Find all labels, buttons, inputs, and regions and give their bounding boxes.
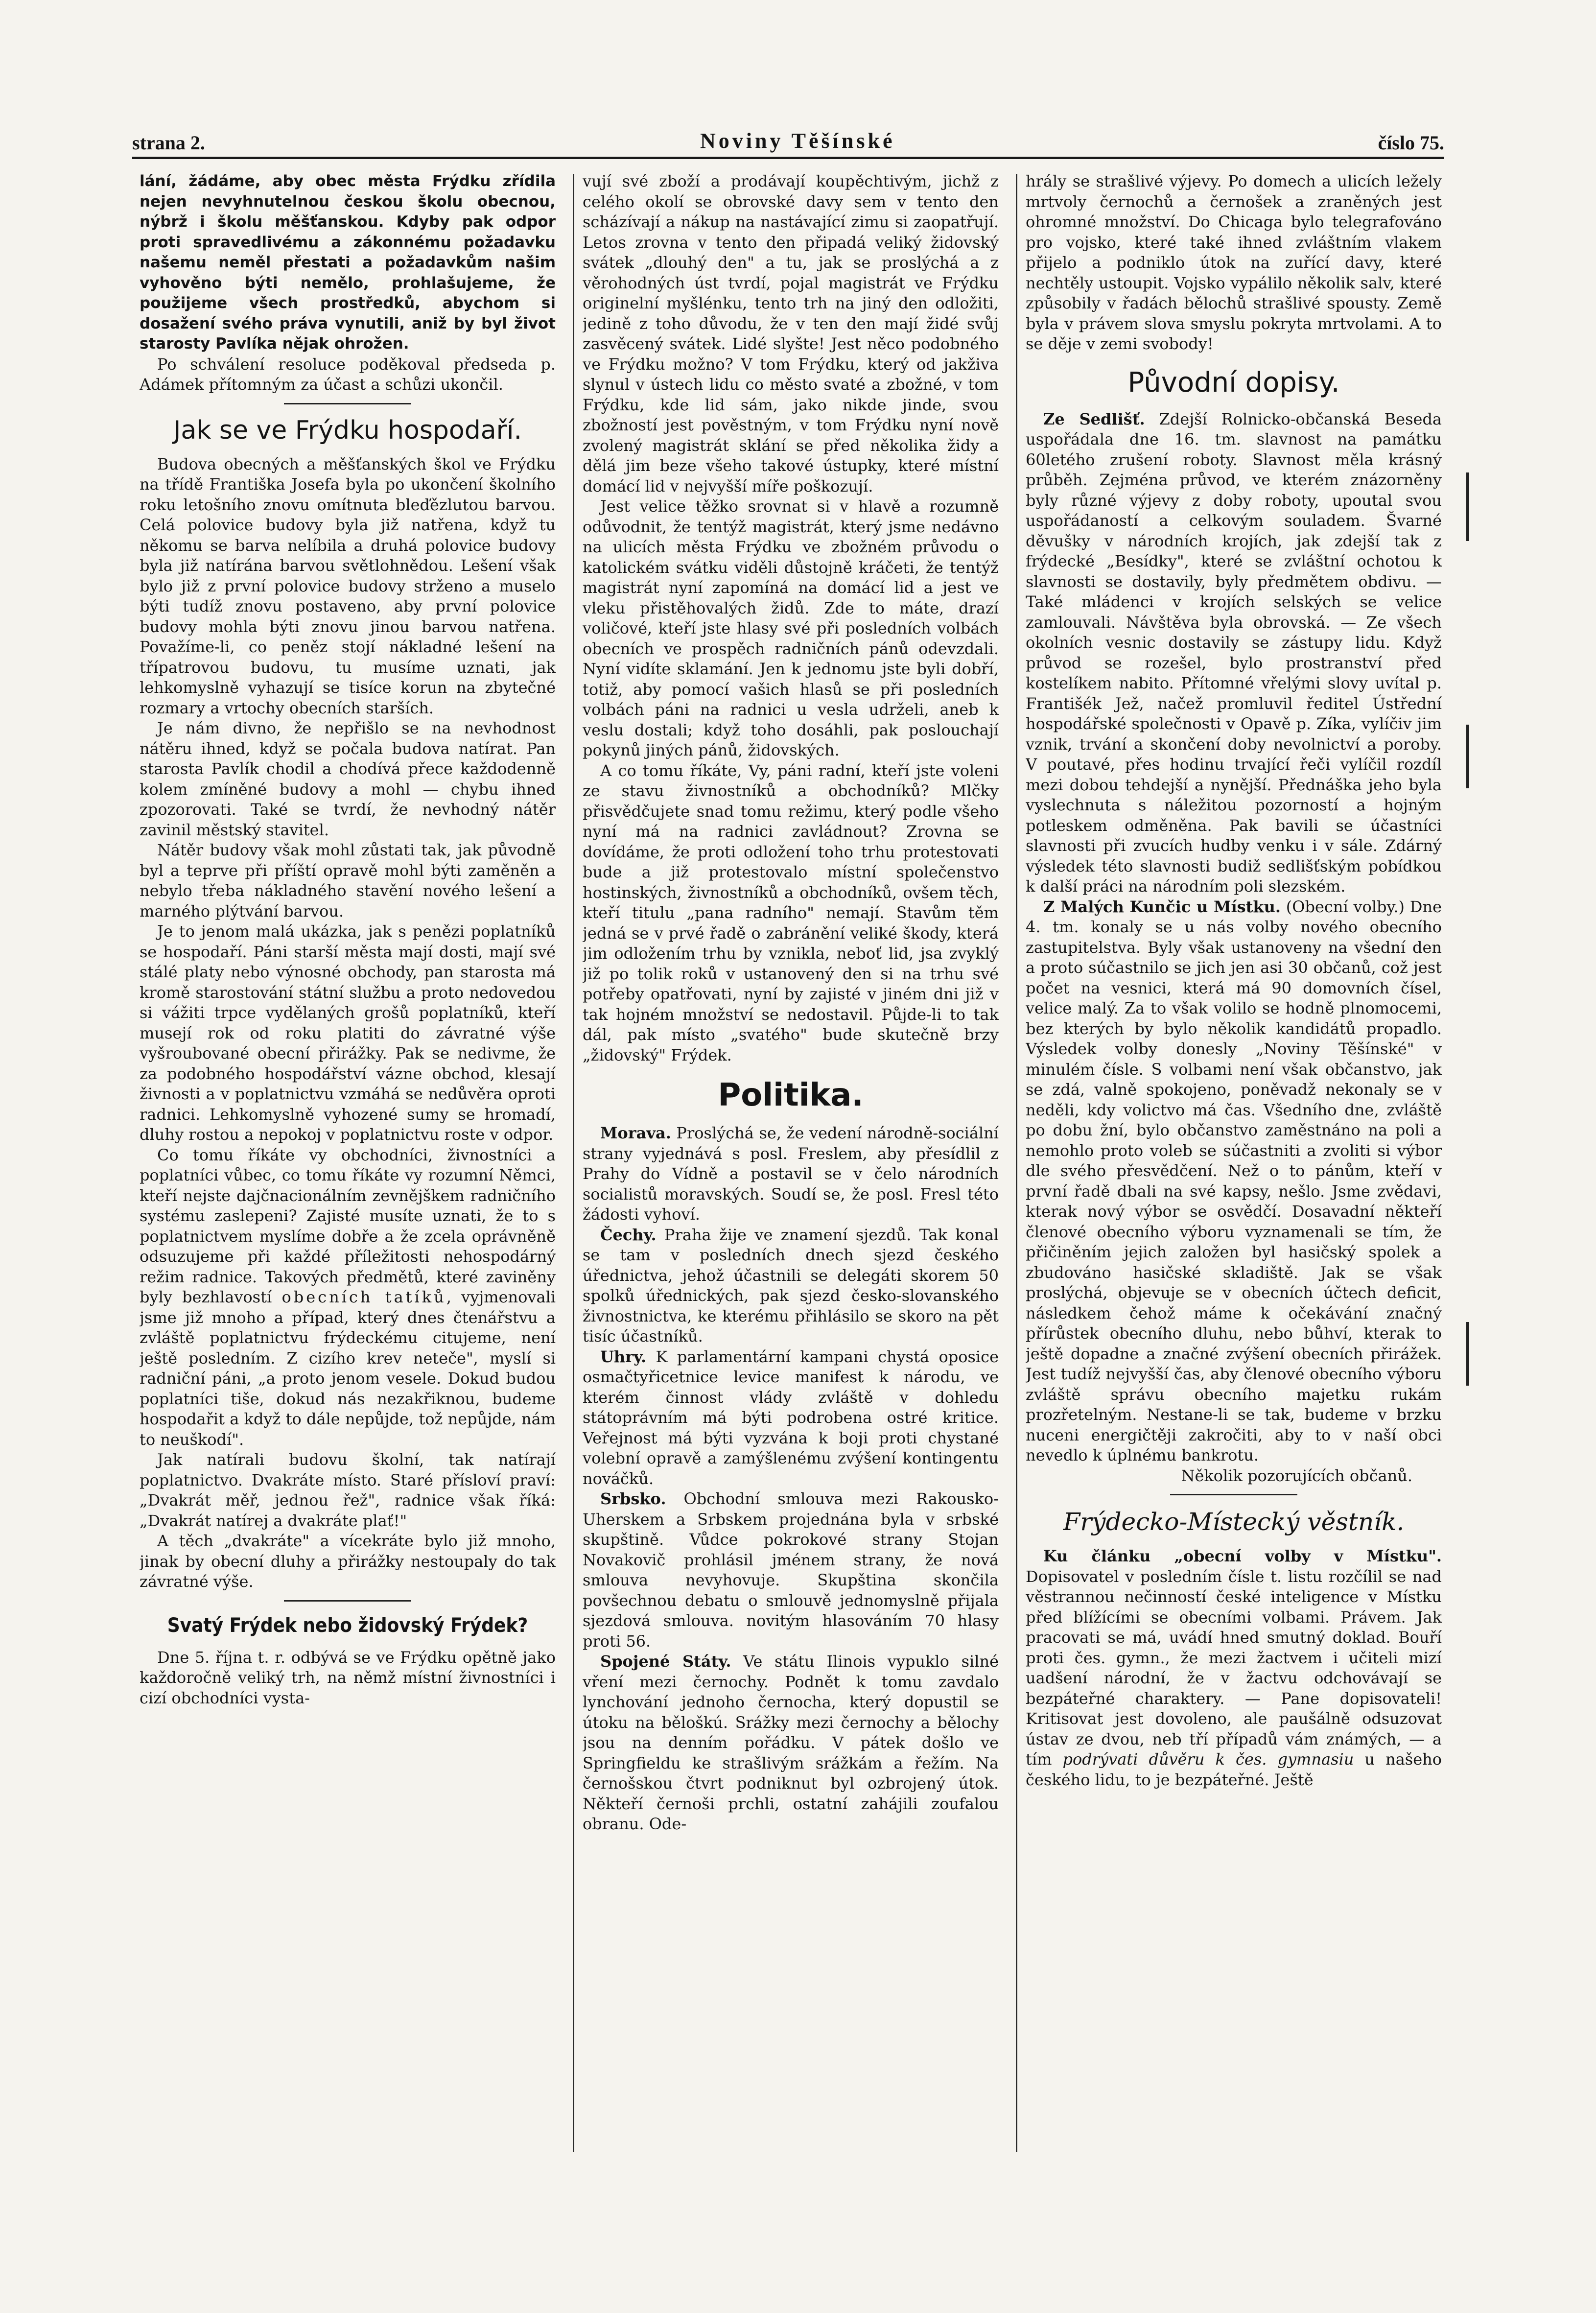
paragraph: A co tomu říkáte, Vy, páni radní, kteří jste voleni ze stavu živnostníků a obchodníků? Mlčky přisvědčujete snad tomu režimu, který podle všeho nyní má na radnici zavládnout? Zrovna se dovídáme, že proti odložení toho trhu protestovati bude a již protestovalo místní společenstvo hostinských, živnostníků a obchodníků, ovšem těch, kteří titulu „pana radního" nemají. Stavům těm jedná se v prvé řadě o zabránění veliké škody, která jim odložením trhu by vznikla, neboť lid, jsa zvyklý již po tolik roků v ustanovený den si na trhu své potřeby opatřovati, nyní by zajisté v jiném dni již v tak hojném množství se nedostavil. Půjde-li to tak dál, pak místo „svatého" bude skutečně brzy „židovský" Frýdek. [583, 761, 999, 1064]
lead-word: Spojené Státy. [600, 1652, 731, 1671]
italic-text: podrývati důvěru k čes. gymnasiu [1062, 1750, 1354, 1769]
divider [284, 403, 411, 404]
paragraph: vují své zboží a prodávají koupěchtivým, jichž z celého okolí se obrovské davy sem v tento den scházívají a nákup na nastávající zimu si zaopatřují. Letos zrovna v tento den připadá veliký židovský svátek „dlouhý den" a tu, jak se proslýchá a z věrohodných úst tvrdí, pojal magistrát ve Frýdku originelní myšlénku, tento trh na jiný den odložiti, jedině z toho důvodu, že v ten den mají židé svůj zasvěcený svátek. Lidé slyšte! Jest něco podobného ve Frýdku možno? V tom Frýdku, který od jakživa slynul v ústech lidu co město svaté a zbožné, v tom Frýdku, kde lid sám, jako nikde jinde, svou zbožností jest pověstným, v tom Frýdku nyní nově zvolený magistrát sklání se před několika židy a dělá jim beze všeho takové ústupky, které místní domácí lid v nejvyšší míře poškozují. [583, 172, 999, 496]
section-headline-dopisy: Původní dopisy. [1127, 366, 1340, 399]
text-run: Co tomu říkáte vy obchodníci, živnostníci a poplatníci vůbec, co tomu říkáte vy rozumní Němci, kteří nejste dajčnacionálním zevnějškem radničního systému zaslepeni? Zajisté musíte uznati, že to s poplatnictvem myslíme dobře a že zcela oprávněně odsuzujeme při každé příležitosti nehospodárný režim radnice. Takových předmětů, které zaviněny byly bezhlavostí [140, 1145, 556, 1306]
text-run: novitým hlasováním 70 hlasy proti 56. [583, 1611, 999, 1651]
column-2 [583, 171, 999, 2154]
paragraph: Dne 5. října t. r. odbývá se ve Frýdku opětně jako každoročně veliký trh, na němž místní živnostníci i cizí obchodníci vysta- [140, 1648, 556, 1707]
column-1 [140, 171, 556, 2154]
section-headline-politika: Politika. [718, 1077, 864, 1113]
text-run: Proslýchá se, že vedení národně-sociální strany vyjednává s posl. Freslem, aby přesídlil z Prahy do Vídně a postavil se v čelo národních socialistů moravských. Soudí se, že posl. Fresl této žádosti vyhoví. [583, 1124, 999, 1224]
lead-word: Morava. [600, 1124, 671, 1142]
issue-number: číslo 75. [1378, 132, 1444, 154]
article-headline-svaty-frydek: Svatý Frýdek nebo židovský Frýdek? [167, 1614, 528, 1637]
text-run: Obchodní smlouva mezi Rakousko-Uherskem a Srbskem projednána byla v srbské skupštině. Vůdce pokrokové strany Stojan Novakovič prohlásil jménem strany, že nová smlouva nevyhovuje. Skupština skončila povšechnou debatu o smlouvě jednomyslně přijala sjezdová smlouva. [583, 1489, 999, 1630]
paragraph: Jak natírali budovu školní, tak natírají poplatnictvo. Dvakráte místo. Staré přísloví praví: „Dvakrát měř, jednou řež", radnice však říká: „Dvakrát natírej a dvakráte plať!" [140, 1450, 556, 1530]
text-run: u našeho českého lidu, to je bezpáteřné. Ještě [1026, 1750, 1442, 1789]
article-headline-hospodari: Jak se ve Frýdku hospodaří. [173, 415, 522, 445]
text-run: Ve státu Ilinois vypuklo silné vření mezi černochy. Podnět k tomu zavdalo lynchování jednoho černocha, který dopustil se útoku na běloškú. Srážky mezi černochy a bělochy jsou na denním pořádku. V pátek došlo ve Springfieldu ke strašlivým srážkám a řežím. Na černošskou čtvrt podniknut byl ozbrojený útok. Někteří černoši prchli, ostatní zahájili zoufalou obranu. Ode- [583, 1652, 999, 1833]
divider [284, 1600, 411, 1602]
header-rule [132, 157, 1444, 159]
page-number: strana 2. [132, 132, 205, 154]
paragraph: hrály se strašlivé výjevy. Po domech a ulicích ležely mrtvoly černochů a černošek a zraněných jest ohromné množství. Do Chicaga bylo telegrafováno pro vojsko, které také ihned zvláštním vlakem přijelo a podniklo útok na zuřící davy, které nechtěly ustoupit. Vojsko vypálilo několik salv, které způsobily v řadách bělochů strašlivé spousty. Země byla v právem slova smyslu pokryta mrtvolami. A to se děje v zemi svobody! [1026, 172, 1442, 353]
lead-word: Čechy. [600, 1225, 657, 1244]
text-run: Praha žije ve znamení sjezdů. Tak konal se tam v posledních dnech sjezd českého úřednictva, jehož účastnili se delegáti skorem 50 spolků úřednických, pak sjezd česko-slovanského živnostnictva, ke kterému přihlásilo se skoro na pět tisíc účastníků. [583, 1225, 999, 1345]
paragraph: Nátěr budovy však mohl zůstati tak, jak původně byl a teprve při příští opravě mohl býti zaměněn a nebylo třeba nákladného stavění nového lešení a marného plýtvání barvou. [140, 841, 556, 920]
lead-word: Ku článku „obecní volby v Místku". [1043, 1547, 1442, 1565]
margin-mark [1466, 725, 1469, 788]
paragraph: A těch „dvakráte" a vícekráte bylo již mnoho, jinak by obecní dluhy a přirážky nestoupaly do tak závratné výše. [140, 1532, 556, 1591]
paragraph: Je nám divno, že nepřišlo se na nevhodnost nátěru ihned, když se počala budova natírat. Pan starosta Pavlík chodil a chodívá přece každodenně kolem zmíněné budovy a mohl — chybu ihned zpozorovati. Také se tvrdí, že nevhodný nátěr zavinil městský stavitel. [140, 719, 556, 839]
lead-word: Srbsko. [600, 1489, 666, 1508]
paragraph [583, 1652, 999, 1835]
lead-word: Z Malých Kunčic u Místku. [1043, 897, 1281, 916]
paragraph [583, 1489, 999, 1652]
column-rule-1 [573, 174, 574, 2152]
text-run: Dopisovatel v posledním čísle t. listu rozčílil se nad věstrannou nečinností české inteligence v Místku před blížícími se obecními volbami. Právem. Jak pracovati se má, uvádí hned smutný doklad. Bouří proti čes. gymn., že mezi žactvem i učiteli mizí uadšení národní, že v žactvu odchovávají se bezpáteřné charaktery. — Pane dopisovateli! Kritisovat jest dovoleno, ale paušálně odsuzovat ústav ze dvou, neb tří případů vám známých, — a tím [1026, 1567, 1442, 1769]
divider [1170, 1494, 1297, 1495]
text-run: , vyjmenovali jsme již mnoho a případ, který dnes čtenářstvu a zvláště poplatnictvu frýdeckému citujeme, není ještě posledním. Z cizího krev neteče", myslí si radniční páni, „a proto jenom vesele. Dokud budou poplatníci tiše, dokud nás nezakřiknou, budeme hospodařit a když to dále nepůjde, tož nepůjde, nám to neuškodí". [140, 1288, 556, 1449]
paragraph: Je to jenom malá ukázka, jak s penězi poplatníků se hospodaří. Páni starší města mají dosti, mají své stálé platy nebo výnosné obchody, pan starosta má kromě starostování státní službu a proto nedovedou si vážiti trpce vydělaných grošů poplatníků, kteří musejí rok od roku platiti do závratné výše vyšroubované obecní přirážky. Pak se nedivme, že za podobného hospodářství vázne obchod, klesají živnosti a v poplatnictvu vzmáhá se nedůvěra oproti radnici. Lehkomyslně vyhozené sumy se hromadí, dluhy rostou a nepokoj v poplatnictvu roste v odpor. [140, 922, 556, 1144]
paragraph: Jest velice těžko srovnat si v hlavě a rozumně odůvodnit, že tentýž magistrát, který jsme nedávno na ulicích města Frýdku ve zbožném průvodu o katolickém svátku viděli důstojně kráčeti, že tentýž magistrát nyní zapomíná na domácí lid a jest ve vleku přistěhovalých židů. Zde to máte, drazí voličové, kteří jste hlasy své při posledních volbách obecních ve prospěch radničních pánů odevzdali. Nyní vidíte sklamání. Jen k jednomu jste byli dobří, totiž, aby pomocí vašich hlasů se při posledních volbách páni na radnici u vesla udrželi, aneb k veslu dostali; když toho dosáhli, pak poslouchají pokynů jiných pánů, židovských. [583, 497, 999, 759]
text-run: Zdejší Rolnicko-občanská Beseda uspořádala dne 16. tm. slavnost na památku 60letého zrušení roboty. Slavnost měla krásný průběh. Zejména průvod, ve kterém znázorněny byly různé výjevy z doby roboty, upoutal svou uspořádaností a celkovým souladem. Švarné děvušky v národních krojích, jak zdejší tak z frýdecké „Besídky", které se zvláštní ochotou k slavnosti se dostavily, byly předmětem obdivu. — Také mládenci v krojích selských se velice zamlouvali. Návštěva byla obrovská. — Ze všech okolních vesnic dostavily se zástupy lidu. Když průvod se rozešel, bylo prostranství před kostelíkem nabito. Přítomné vřelými slovy uvítal p. Františék Jež, načež promluvil ředitel Ústřední hospodářské společnosti v Opavě p. Zíka, vylíčiv jim vznik, trvání a skončení doby nevolnictví a poroby. V poutavé, přes hodinu trvající řeči vylíčil rozdíl mezi dobou tehdejší a nynější. Přednáška jeho byla vyslechnuta s náležitou pozorností a hojným potleskem odměněna. Pak bavili se účastníci slavnosti při zvucích hudby venku i v sále. Zdárný výsledek této slavnosti budiž sedlišťským pobídkou k další práci na národním poli slezském. [1026, 409, 1442, 896]
column-3 [1026, 171, 1442, 2154]
paragraph [140, 1145, 556, 1450]
section-headline-vestnik: Frýdecko-Místecký věstník. [1063, 1508, 1405, 1536]
lead-word: Ze Sedlišť. [1043, 409, 1145, 428]
paragraph [1026, 897, 1442, 1466]
margin-mark [1466, 472, 1469, 541]
paragraph [583, 1225, 999, 1347]
text-run: K parlamentární kampani chystá oposice osmačtyřicetnice levice manifest k národu, ve kterém činnost vlády zvláště v dohledu státoprávním má býti podrobena ostré kritice. Veřejnost má býti vyzvána k boji proti chystané volební opravě a zamýšlenému zvýšení kontingentu nováčků. [583, 1347, 999, 1488]
paragraph: Po schválení resoluce poděkoval předseda p. Adámek přítomným za účast a schůzi ukončil. [140, 354, 556, 394]
paragraph [1026, 1546, 1442, 1790]
newspaper-title: Noviny Těšínské [700, 129, 895, 153]
page-header [132, 128, 1444, 158]
paragraph [583, 1123, 999, 1225]
paragraph [583, 1347, 999, 1489]
lead-word: Uhry. [600, 1347, 647, 1366]
signature: Několik pozorujících občanů. [1181, 1466, 1412, 1485]
text-run: (Obecní volby.) Dne 4. tm. konaly se u nás volby nového obecního zastupitelstva. Byly však ustanoveny na všední den a proto súčastnilo se jich jen asi 30 občanů, což jest počet na vesnici, která má 90 domovních čísel, velice malý. Za to však volilo se hodně plnomocemi, bez kterých by bylo několik kandidátů propadlo. Výsledek volby donesly „Noviny Těšínské" v minulém čísle. S volbami není však občanstvo, jak se zdá, valně spokojeno, poněvadž nekonaly se v neděli, kdy volictvo má čas. Všedního dne, zvláště po dobu žní, bylo občanstvo zaměstnáno na poli a nemohlo proto voleb se súčastniti a zvoliti si výbor dle svého přesvědčení. Než o to pánům, kteří v první řadě dbali na své kapsy, nešlo. Jsme zvědavi, kterak nový výbor se osvědčí. Dosavadní někteří členové obecního výboru vyznamenali se tím, že přičiněním jejich založen byl hasičský spolek a zbudováno hasičské skladiště. Jak se však proslýchá, objevuje se v obecních účtech deficit, následkem čehož máme k očekávání značný přírůstek obecního dluhu, nebo bůhví, kterak to ještě dopadne a značné zvýšení obecních přirážek. Jest tudíž nejvyšší čas, aby členové obecního výboru zvláště správu obecního majetku rukám prozřetelným. Nestane-li se tak, budeme v brzku nuceni energičtěji zakročiti, aby to v naší obci nevedlo k úplnému bankrotu. [1026, 897, 1442, 1464]
paragraph [1026, 409, 1442, 897]
column-rule-2 [1016, 174, 1017, 2152]
resolution-text: lání, žádáme, aby obec města Frýdku zřídila nejen nevyhnutelnou českou školu obecnou, nýbrž i školu měšťanskou. Kdyby pak odpor proti spravedlivému a zákonnému požadavku našemu neměl přestati a požadavkům našim vyhověno býti nemělo, prohlašujeme, že použijeme všech prostředků, abychom si dosažení svého práva vynutili, aniž by byl život starosty Pavlíka nějak ohrožen. [140, 172, 556, 353]
spaced-text: obecních tatíků [282, 1288, 446, 1306]
paragraph: Budova obecných a měšťanských škol ve Frýdku na třídě Františka Josefa byla po ukončení školního roku letošního znovu omítnuta bleďězlutou barvou. Celá polovice budovy byla již natřena, když tu někomu se barva nelíbila a druhá polovice budovy byla již natírána barvou světlohnědou. Lešení však bylo již z první polovice budovy strženo a muselo býti tudíž znovu postaveno, aby první polovice budovy mohla býti znovu jinou barvou natřena. Považíme-li, co peněz stojí nákladné lešení na třípatrovou budovu, tu musíme uznati, jak lehkomyslně vyhazují se tisíce korun na zbytečné rozmary a vrtochy obecních starších. [140, 454, 556, 717]
margin-mark [1466, 1322, 1469, 1386]
